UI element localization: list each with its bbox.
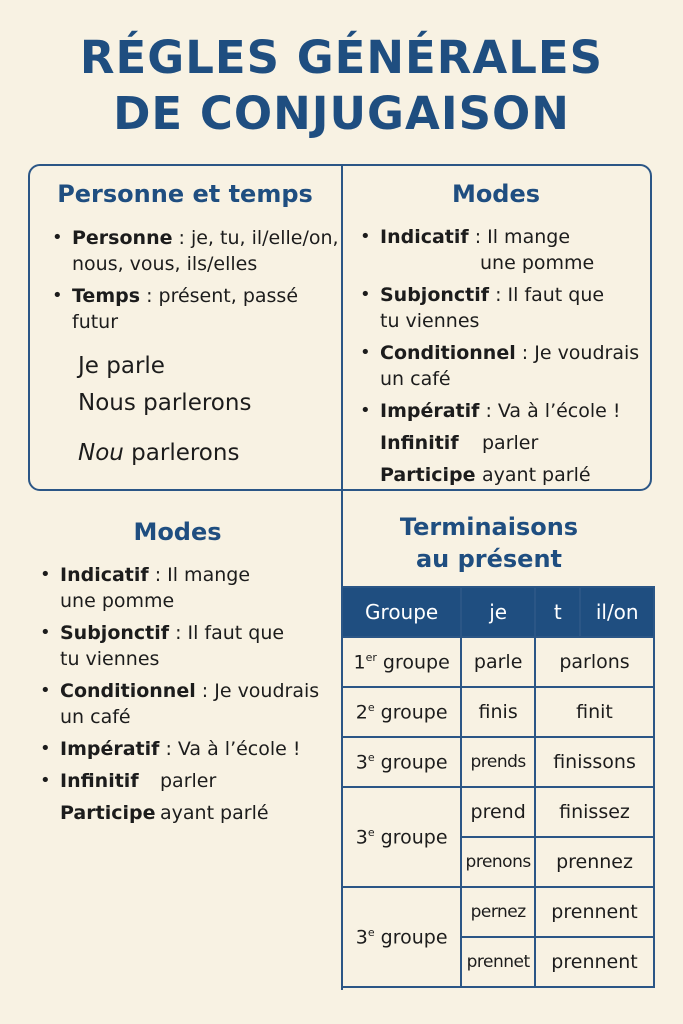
list-item: [38, 562, 338, 614]
list-item: [38, 678, 338, 730]
example-line: Nous parlerons: [78, 390, 252, 416]
item-text: parler: [160, 770, 217, 792]
item-text: : Va à l’école !: [479, 400, 621, 422]
table-row: [342, 737, 654, 787]
item-label: Impératif: [60, 738, 160, 760]
example-rest: parlerons: [123, 440, 240, 466]
item-label: Impératif: [380, 400, 480, 422]
modes-bottom-list: [38, 562, 338, 832]
group-cell: 3e groupe: [342, 887, 461, 987]
modes-top-list: [358, 224, 650, 494]
table-cell: finissons: [535, 737, 654, 787]
table-header: je: [461, 587, 535, 637]
bullet-icon: •: [360, 284, 371, 305]
bullet-icon: •: [40, 622, 51, 643]
bullet-icon: •: [40, 564, 51, 585]
table-cell: prenons: [461, 837, 535, 887]
title-line-2: DE CONJUGAISON: [113, 87, 570, 140]
item-text: : Va à l’école !: [159, 738, 301, 760]
page-title: [0, 30, 683, 142]
item-text: : je, tu, il/elle/on,: [172, 227, 339, 249]
list-item: [38, 620, 338, 672]
group-cell: 3e groupe: [342, 787, 461, 887]
terminaisons-heading-line1: Terminaisons: [399, 513, 579, 541]
bullet-icon: •: [360, 226, 371, 247]
item-label: Participe: [60, 802, 156, 824]
table-cell: finissez: [535, 787, 654, 837]
item-text: : Il faut que: [169, 622, 285, 644]
bullet-icon: •: [40, 770, 51, 791]
table-row: [342, 687, 654, 737]
list-extra: [38, 800, 338, 826]
item-text: : présent, passé: [140, 285, 299, 307]
list-item: [38, 768, 338, 794]
table-header: Groupe: [342, 587, 461, 637]
item-label: Conditionnel: [380, 342, 516, 364]
table-cell: prend: [461, 787, 535, 837]
terminaisons-table: [341, 586, 655, 988]
table-cell: prennent: [535, 937, 654, 987]
table-row: [342, 887, 654, 937]
list-item: [358, 282, 650, 334]
item-label: Subjonctif: [60, 622, 170, 644]
item-text-continued: nous, vous, ils/elles: [72, 253, 258, 275]
item-label: Infinitif: [380, 432, 459, 454]
item-text: : Il faut que: [489, 284, 605, 306]
item-text-continued: un café: [60, 706, 131, 728]
item-label: Participe: [380, 464, 476, 486]
item-text: ayant parlé: [160, 802, 269, 824]
item-text: ayant parlé: [482, 464, 591, 486]
bullet-icon: •: [360, 342, 371, 363]
item-label: Subjonctif: [380, 284, 490, 306]
table-cell: finit: [535, 687, 654, 737]
list-item: [358, 398, 650, 424]
bullet-icon: •: [40, 738, 51, 759]
item-label: Temps: [72, 285, 141, 307]
item-text-continued: tu viennes: [380, 310, 480, 332]
bullet-icon: •: [52, 227, 63, 248]
item-text: : Je voudrais: [195, 680, 320, 702]
table-cell: parle: [461, 637, 535, 687]
personne-list: [50, 225, 340, 341]
item-label: Conditionnel: [60, 680, 196, 702]
item-text-continued: futur: [72, 311, 119, 333]
table-cell: parlons: [535, 637, 654, 687]
modes-top-heading: Modes: [451, 180, 541, 208]
item-label: Indicatif: [380, 226, 469, 248]
item-label: Personne: [72, 227, 173, 249]
table-cell: prennet: [461, 937, 535, 987]
bullet-icon: •: [360, 400, 371, 421]
bullet-icon: •: [40, 680, 51, 701]
table-row: [342, 637, 654, 687]
item-label: Infinitif: [60, 770, 139, 792]
list-item: [50, 225, 340, 277]
item-label: Indicatif: [60, 564, 149, 586]
table-header: il/on: [580, 587, 654, 637]
example-italic: Nou: [78, 440, 124, 466]
item-text: : Il mange: [468, 226, 571, 248]
title-line-1: RÉGLES GÉNÉRALES: [79, 31, 604, 84]
group-cell: 3e groupe: [342, 737, 461, 787]
list-item: [50, 283, 340, 335]
table-cell: prennent: [535, 887, 654, 937]
list-extra: [358, 462, 650, 488]
table-row: [342, 787, 654, 837]
group-cell: 2e groupe: [342, 687, 461, 737]
terminaisons-heading: [343, 511, 635, 575]
item-text-continued: une pomme: [60, 590, 175, 612]
terminaisons-heading-line2: au présent: [415, 545, 563, 573]
table-cell: prends: [461, 737, 535, 787]
example-line: Je parle: [78, 353, 165, 379]
item-text-continued: une pomme: [480, 252, 595, 274]
item-text-continued: un café: [380, 368, 451, 390]
item-text-continued: tu viennes: [60, 648, 160, 670]
list-extra: [358, 430, 650, 456]
table-cell: prennez: [535, 837, 654, 887]
list-item: [358, 224, 650, 276]
bullet-icon: •: [52, 285, 63, 306]
item-text: parler: [482, 432, 539, 454]
item-text: : Il mange: [148, 564, 251, 586]
list-item: [38, 736, 338, 762]
table-cell: pernez: [461, 887, 535, 937]
list-item: [358, 340, 650, 392]
table-cell: finis: [461, 687, 535, 737]
table-header-row: [342, 587, 654, 637]
group-cell: 1er groupe: [342, 637, 461, 687]
modes-bottom-heading: Modes: [133, 518, 222, 546]
item-text: : Je voudrais: [515, 342, 640, 364]
table-header: t: [535, 587, 580, 637]
example-line: [78, 440, 239, 466]
personne-heading: Personne et temps: [57, 180, 313, 208]
